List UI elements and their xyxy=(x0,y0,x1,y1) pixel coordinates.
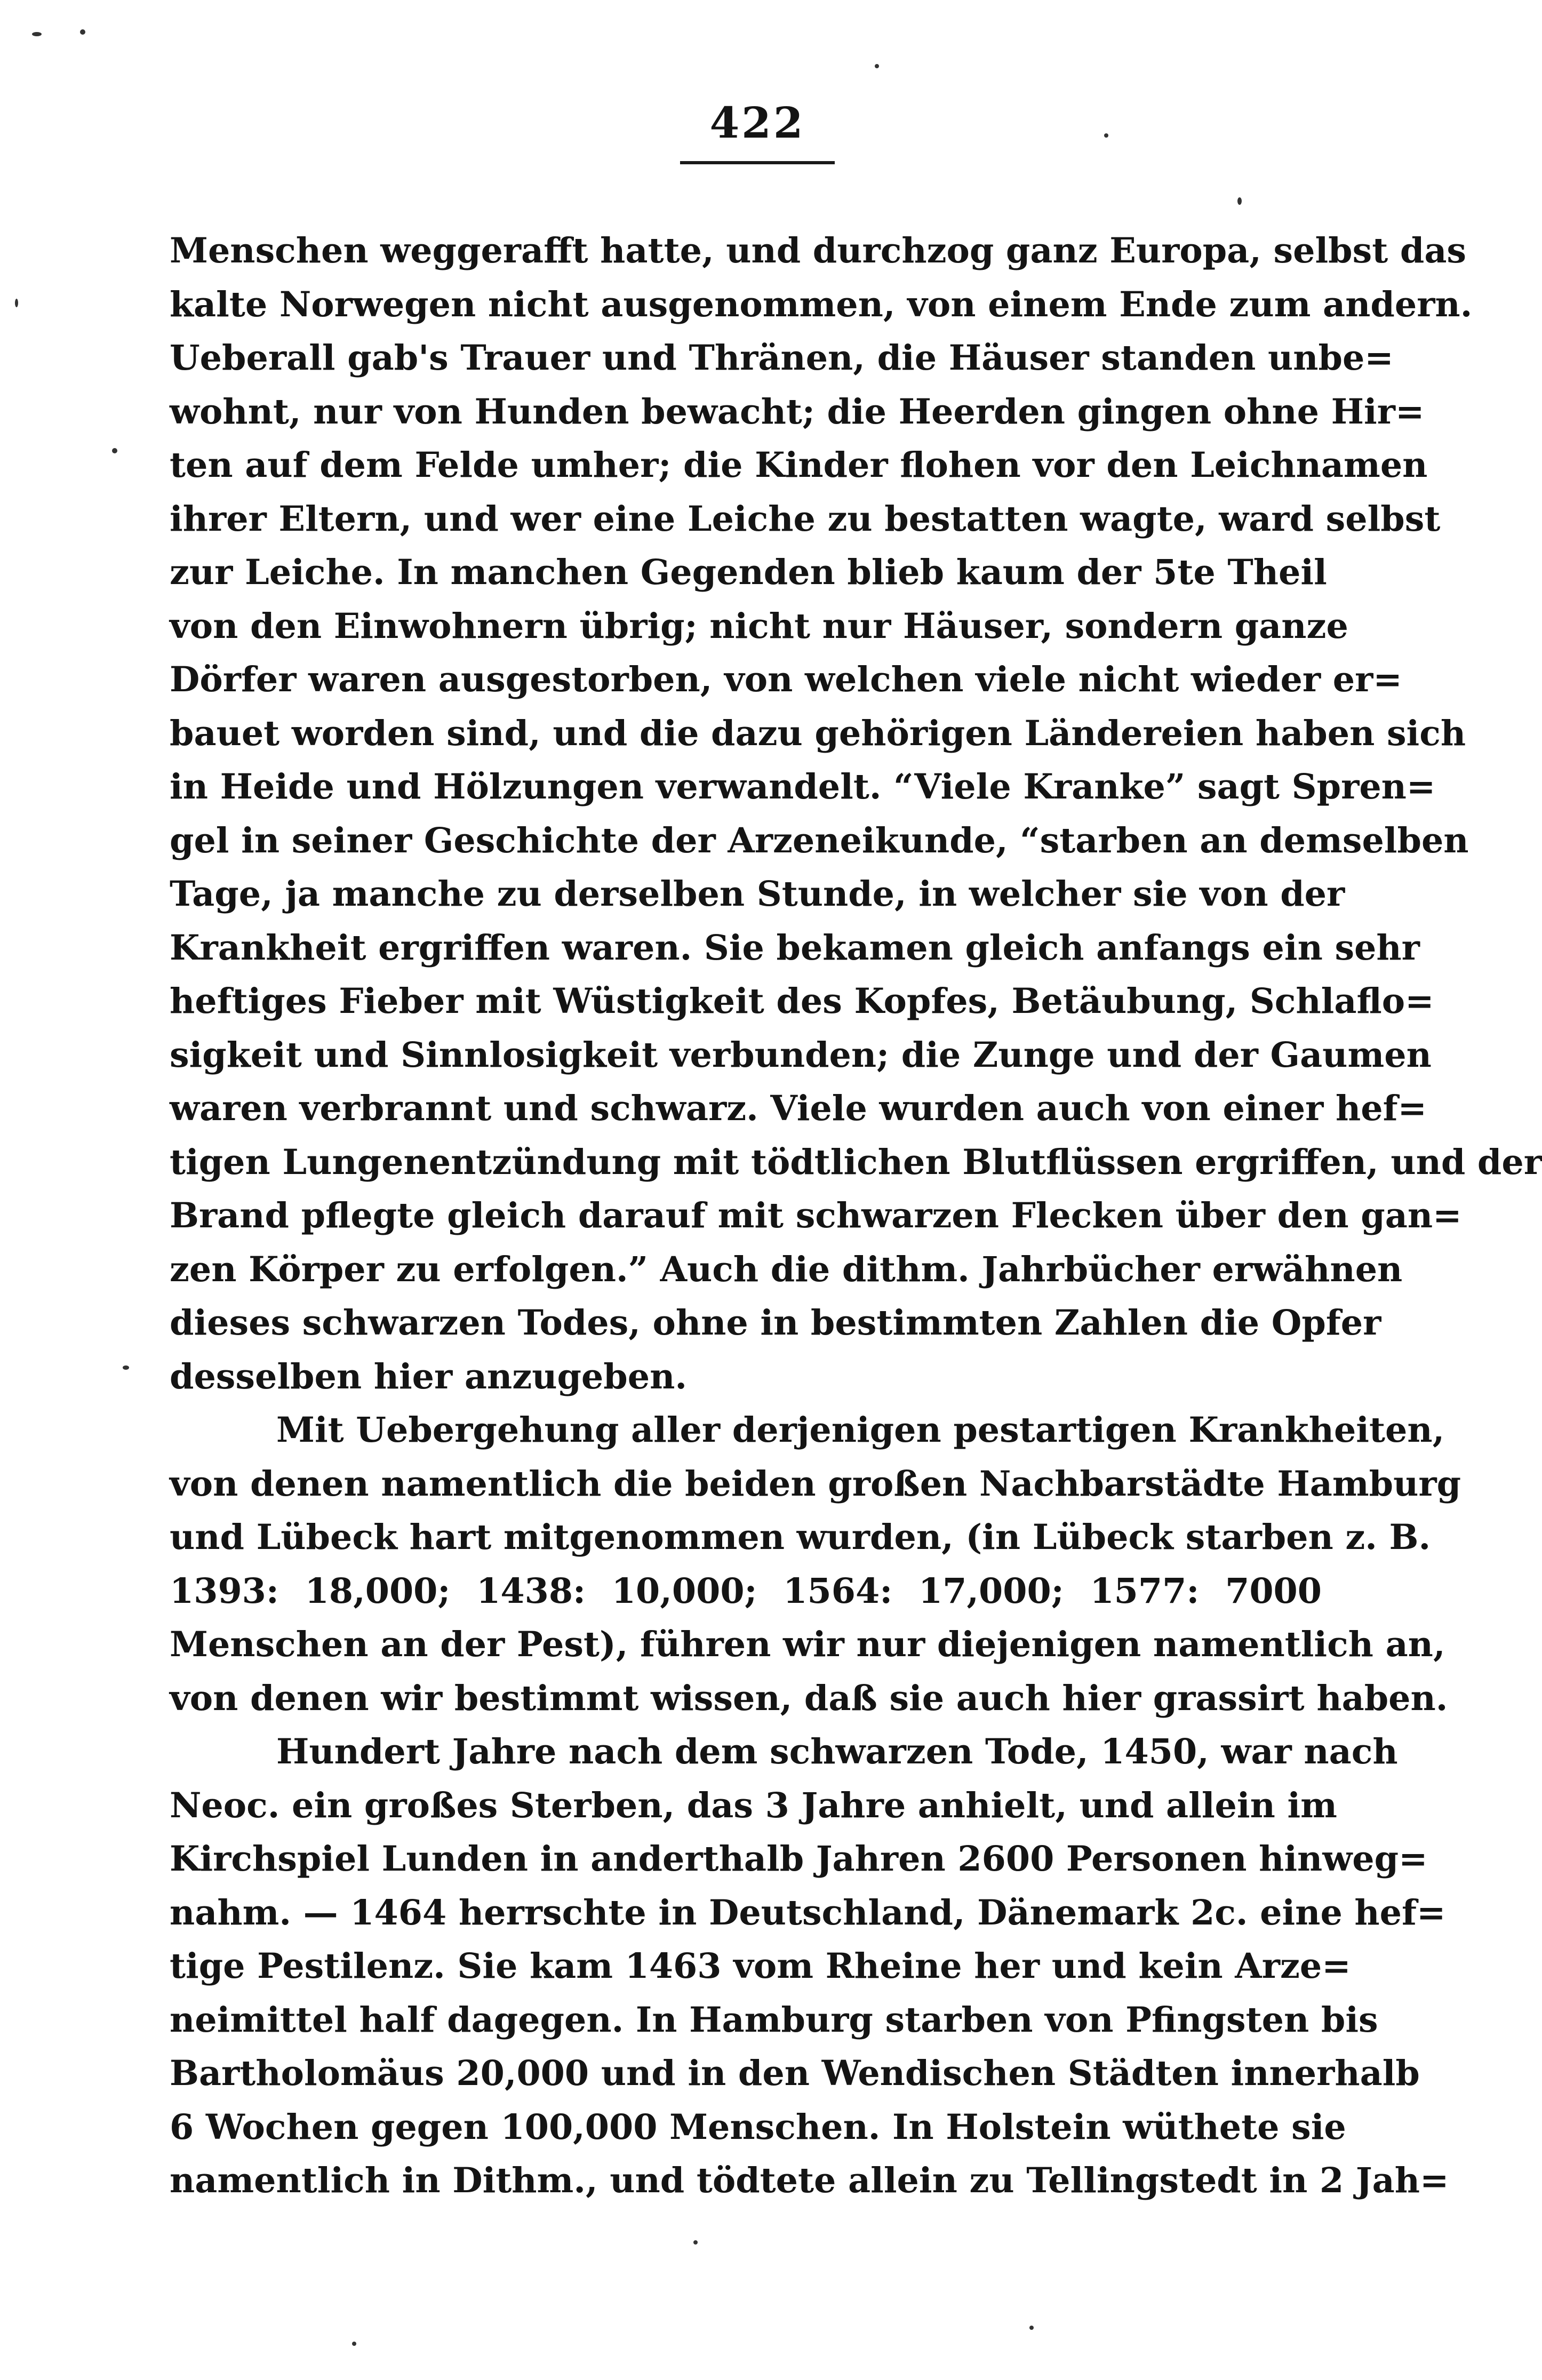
text-line: von denen wir bestimmt wissen, daß sie auch hier grassirt haben. xyxy=(170,1678,1448,1719)
text-line: in Heide und Hölzungen verwandelt. “Viele Kranke” sagt Spren= xyxy=(170,766,1436,807)
text-line: zen Körper zu erfolgen.” Auch die dithm. Jahrbücher erwähnen xyxy=(170,1249,1403,1290)
header-rule xyxy=(680,161,835,164)
text-line: Dörfer waren ausgestorben, von welchen viele nicht wieder er= xyxy=(170,659,1402,700)
scan-speck xyxy=(15,299,18,307)
page-number: 422 xyxy=(709,98,805,148)
scan-speck xyxy=(352,2342,356,2346)
scan-speck xyxy=(875,64,879,68)
text-line: neimittel half dagegen. In Hamburg starben von Pfingsten bis xyxy=(170,1999,1378,2040)
text-line: von denen namentlich die beiden großen Nachbarstädte Hamburg xyxy=(170,1463,1461,1504)
scan-speck xyxy=(112,448,117,453)
text-line: Mit Uebergehung aller derjenigen pestartigen Krankheiten, xyxy=(276,1410,1445,1450)
scan-speck xyxy=(1237,197,1242,205)
text-line: Brand pflegte gleich darauf mit schwarzen Flecken über den gan= xyxy=(170,1195,1462,1236)
scan-speck xyxy=(80,29,85,35)
scan-speck xyxy=(693,2240,698,2245)
text-line: nahm. — 1464 herrschte in Deutschland, Dänemark 2c. eine hef= xyxy=(170,1892,1446,1933)
text-line: bauet worden sind, und die dazu gehörigen Ländereien haben sich xyxy=(170,713,1466,754)
text-line: waren verbrannt und schwarz. Viele wurden auch von einer hef= xyxy=(170,1088,1427,1129)
text-line: tige Pestilenz. Sie kam 1463 vom Rheine her und kein Arze= xyxy=(170,1946,1351,1986)
text-line: ihrer Eltern, und wer eine Leiche zu bestatten wagte, ward selbst xyxy=(170,498,1441,539)
text-line: gel in seiner Geschichte der Arzeneikunde, “starben an demselben xyxy=(170,820,1469,861)
text-line: dieses schwarzen Todes, ohne in bestimmten Zahlen die Opfer xyxy=(170,1303,1381,1343)
scan-speck xyxy=(1029,2326,1034,2330)
text-line: Menschen weggerafft hatte, und durchzog ganz Europa, selbst das xyxy=(170,230,1467,271)
text-line: Ueberall gab's Trauer und Thränen, die Häuser standen unbe= xyxy=(170,338,1394,378)
scan-speck xyxy=(1104,133,1108,138)
text-line: 1393: 18,000; 1438: 10,000; 1564: 17,000; 1577: 7000 xyxy=(170,1570,1322,1611)
text-line: tigen Lungenentzündung mit tödtlichen Blutflüssen ergriffen, und der xyxy=(170,1141,1542,1183)
text-line: namentlich in Dithm., und tödtete allein zu Tellingstedt in 2 Jah= xyxy=(170,2160,1449,2201)
text-line: Krankheit ergriffen waren. Sie bekamen gleich anfangs ein sehr xyxy=(170,927,1420,968)
text-line: wohnt, nur von Hunden bewacht; die Heerden gingen ohne Hir= xyxy=(170,391,1425,432)
text-line: Menschen an der Pest), führen wir nur diejenigen namentlich an, xyxy=(170,1624,1445,1665)
text-line: sigkeit und Sinnlosigkeit verbunden; die Zunge und der Gaumen xyxy=(170,1034,1432,1075)
text-line: zur Leiche. In manchen Gegenden blieb kaum der 5te Theil xyxy=(170,552,1327,593)
text-line: Neoc. ein großes Sterben, das 3 Jahre anhielt, und allein im xyxy=(170,1785,1337,1826)
text-line: Tage, ja manche zu derselben Stunde, in welcher sie von der xyxy=(170,874,1345,914)
scan-speck xyxy=(32,32,42,36)
scan-speck xyxy=(123,1365,129,1370)
text-line: desselben hier anzugeben. xyxy=(170,1356,687,1397)
text-line: heftiges Fieber mit Wüstigkeit des Kopfes, Betäubung, Schlaflo= xyxy=(170,981,1434,1021)
body-text xyxy=(170,224,1542,2208)
text-line: Kirchspiel Lunden in anderthalb Jahren 2600 Personen hinweg= xyxy=(170,1839,1428,1879)
text-line: ten auf dem Felde umher; die Kinder flohen vor den Leichnamen xyxy=(170,445,1428,485)
text-line: Hundert Jahre nach dem schwarzen Tode, 1450, war nach xyxy=(276,1731,1398,1772)
text-line: Bartholomäus 20,000 und in den Wendischen Städten innerhalb xyxy=(170,2053,1420,2094)
text-line: und Lübeck hart mitgenommen wurden, (in Lübeck starben z. B. xyxy=(170,1517,1431,1558)
text-line: von den Einwohnern übrig; nicht nur Häuser, sondern ganze xyxy=(170,605,1348,646)
text-line: 6 Wochen gegen 100,000 Menschen. In Holstein wüthete sie xyxy=(170,2106,1346,2147)
text-line: kalte Norwegen nicht ausgenommen, von einem Ende zum andern. xyxy=(170,284,1473,325)
